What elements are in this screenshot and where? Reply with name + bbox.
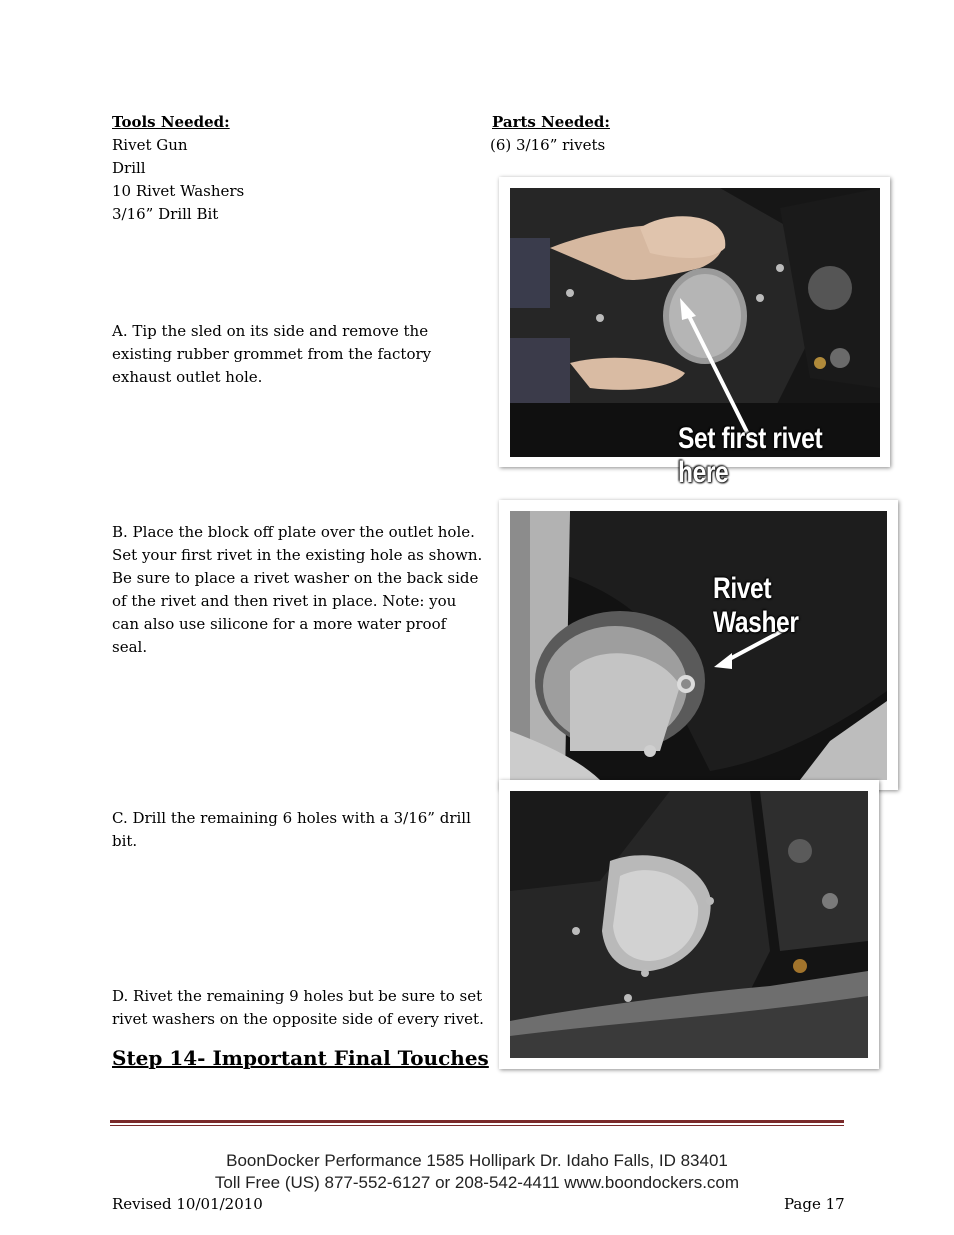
step-d-text: D. Rivet the remaining 9 holes but be sure to set rivet washers on the opposite side of every rivet.: [112, 987, 484, 1028]
footer-rule: [110, 1120, 844, 1123]
photo-remove-grommet: [510, 188, 880, 489]
revised-date: Revised 10/01/2010: [112, 1195, 263, 1213]
step-14-title: Step 14- Important Final Touches: [112, 1046, 489, 1070]
photo-frame-3: [499, 780, 879, 1069]
tool-item: 10 Rivet Washers: [112, 182, 245, 200]
step-a-text: A. Tip the sled on its side and remove the existing rubber grommet from the factory exhaust outlet hole.: [112, 322, 432, 386]
footer-phone: Toll Free (US) 877-552-6127 or 208-542-4411 www.boondockers.com: [214, 1173, 740, 1192]
photo-drill-holes: [510, 791, 868, 1058]
step-b-text: B. Place the block off plate over the outlet hole. Set your first rivet in the existing hole as shown. Be sure to place a rivet washer on the back side of the rivet and then rivet in place. Note: you can also use silicone for a more water proof seal.: [112, 523, 483, 656]
photo-1-drawing: [510, 188, 880, 457]
photo-frame-1: [499, 177, 890, 489]
photo-1-caption: Set first rivet here: [678, 422, 823, 489]
tool-item: Drill: [112, 159, 146, 177]
footer-address: BoonDocker Performance 1585 Hollipark Dr. Idaho Falls, ID 83401: [226, 1151, 728, 1170]
photo-2-caption: Rivet Washer: [713, 572, 799, 639]
part-item: (6) 3/16” rivets: [490, 136, 606, 154]
tools-heading: Tools Needed:: [112, 113, 230, 131]
page-number: Page 17: [784, 1195, 845, 1213]
tool-item: 3/16” Drill Bit: [112, 205, 219, 223]
step-c-text: C. Drill the remaining 6 holes with a 3/16” drill bit.: [112, 809, 471, 850]
photo-3-drawing: [510, 791, 868, 1058]
photo-2-drawing: [510, 511, 887, 780]
photo-frame-2: [499, 500, 898, 790]
photo-rivet-washer: [510, 511, 887, 780]
footer-rule-thin: [110, 1125, 844, 1126]
tool-item: Rivet Gun: [112, 136, 188, 154]
parts-heading: Parts Needed:: [492, 113, 610, 131]
